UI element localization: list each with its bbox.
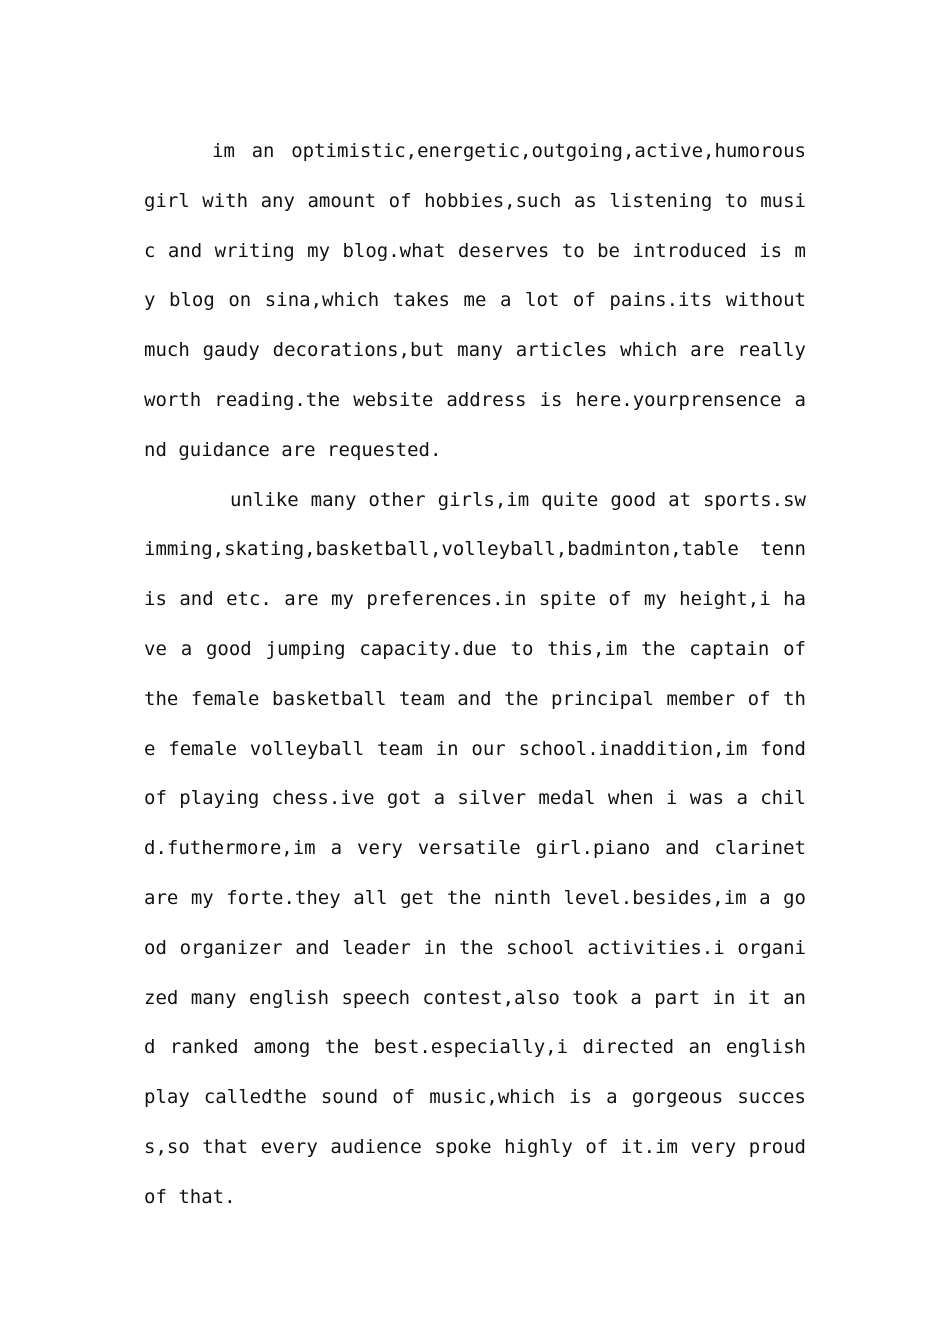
document-body (144, 127, 806, 1223)
paragraph-hobbies-blog: im an optimistic,energetic,outgoing,active,humorous girl with any amount of hobbies,such as listening to music and writing my blog.what deserves to be introduced is my blog on sina,which takes me a lot of pains.its without much gaudy decorations,but many articles which are really worth reading.the website address is here.yourprensence and guidance are requested. (144, 140, 806, 461)
paragraph-sports-activities: unlike many other girls,im quite good at sports.swimming,skating,basketball,volleyball,badminton,table tennis and etc. are my preferences.in spite of my height,i have a good jumping capacity.due to this,im the captain of the female basketball team and the principal member of the female volleyball team in our school.inaddition,im fond of playing chess.ive got a silver medal when i was a child.futhermore,im a very versatile girl.piano and clarinet are my forte.they all get the ninth level.besides,im a good organizer and leader in the school activities.i organized many english speech contest,also took a part in it and ranked among the best.especially,i directed an english play calledthe sound of music,which is a gorgeous success,so that every audience spoke highly of it.im very proud of that. (144, 488, 806, 1208)
